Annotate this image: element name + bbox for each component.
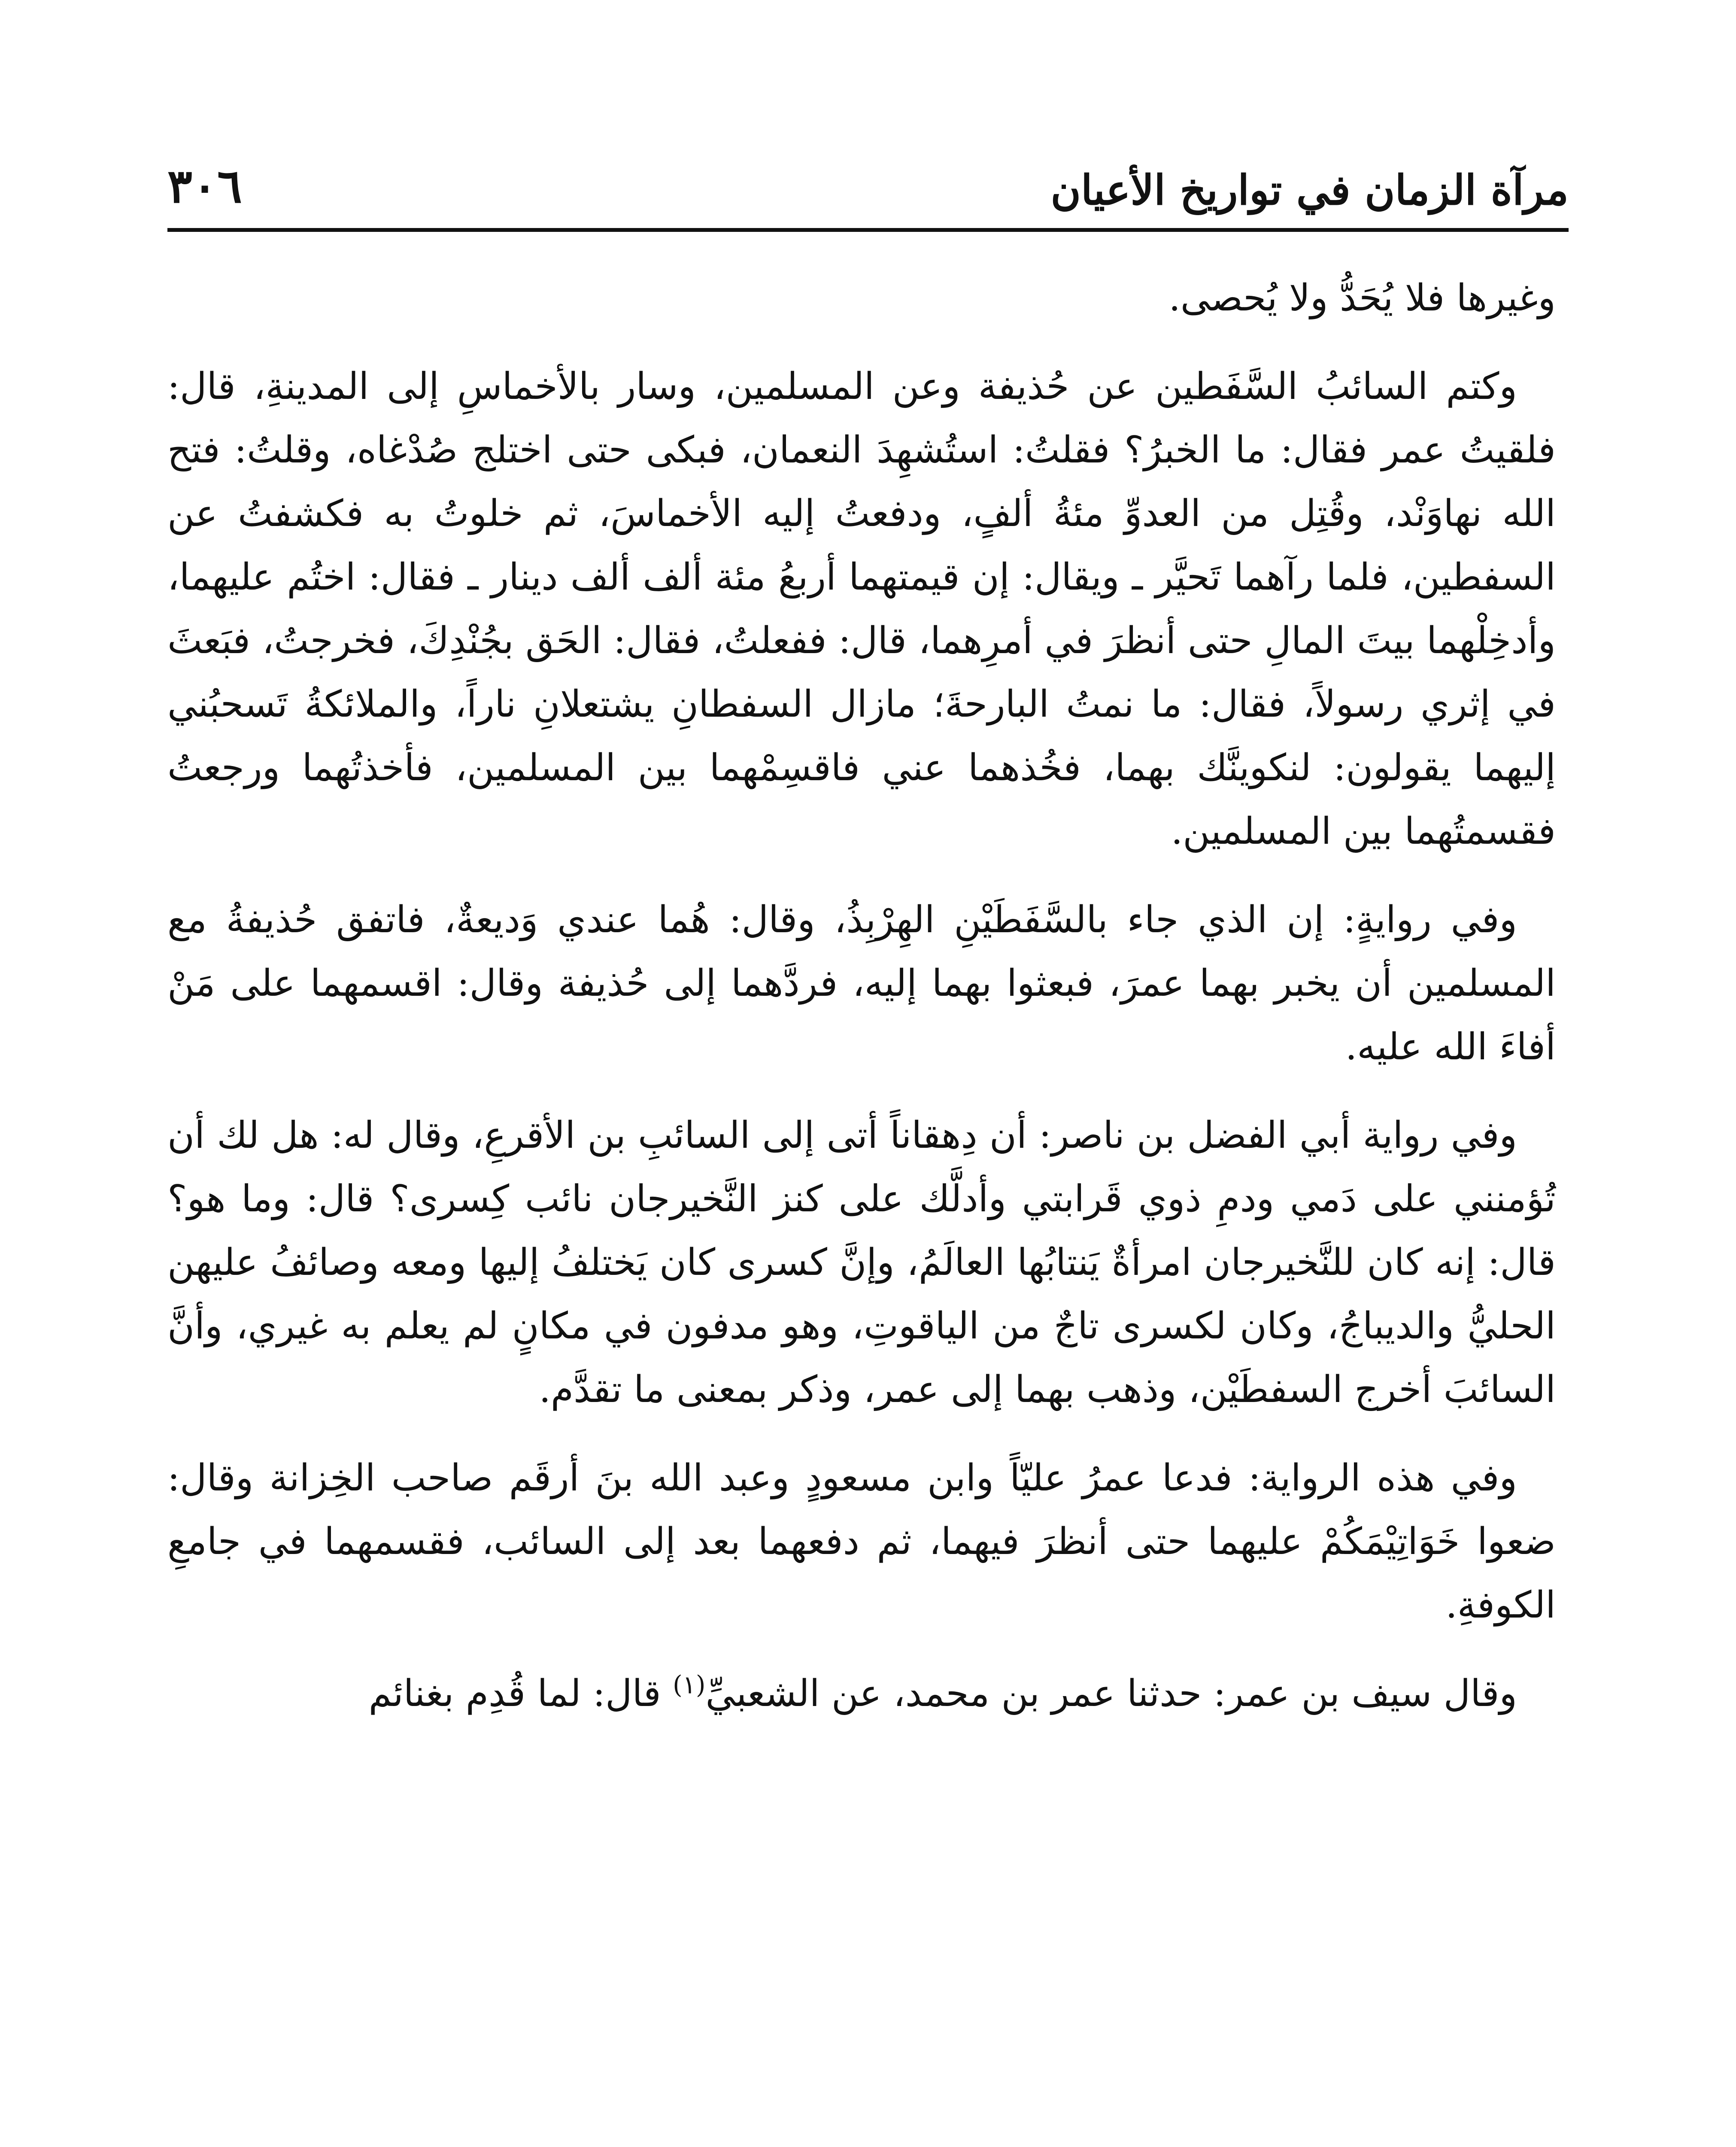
paragraph-6-start: وقال سيف بن عمر: حدثنا عمر بن محمد، عن الشعبيِّ: [705, 1672, 1517, 1715]
page-header: [167, 129, 1569, 232]
header-rule: [167, 228, 1569, 232]
running-title: مرآة الزمان في تواريخ الأعيان: [1050, 166, 1569, 214]
paragraph-4: وفي رواية أبي الفضل بن ناصر: أن دِهقاناً أتى إلى السائبِ بن الأقرعِ، وقال له: هل لك أن تُؤمنني على دَمي ودمِ ذوي قَرابتي وأدلَّك على كنز النَّخيرجان نائب كِسرى؟ قال: وما هو؟ قال: إنه كان للنَّخيرجان امرأةٌ يَنتابُها العالَمُ، وإنَّ كسرى كان يَختلفُ إليها ومعه وصائفُ عليهن الحليُّ والديباجُ، وكان لكسرى تاجٌ من الياقوتِ، وهو مدفون في مكانٍ لم يعلم به غيري، وأنَّ السائبَ أخرج السفطَيْن، وذهب بهما إلى عمر، وذكر بمعنى ما تقدَّم.: [167, 1114, 1556, 1411]
paragraph-6: [167, 1662, 1556, 1725]
main-text: [167, 266, 1556, 1750]
paragraph-3: وفي روايةٍ: إن الذي جاء بالسَّفَطَيْنِ الهِرْبِذُ، وقال: هُما عندي وَديعةٌ، فاتفق حُذيفةُ مع المسلمين أن يخبر بهما عمرَ، فبعثوا بهما إليه، فردَّهما إلى حُذيفة وقال: اقسمهما على مَنْ أفاءَ الله عليه.: [167, 898, 1556, 1068]
paragraph-5: وفي هذه الرواية: فدعا عمرُ عليّاً وابن مسعودٍ وعبد الله بنَ أرقَم صاحب الخِزانة وقال: ضعوا خَوَاتِيْمَكُمْ عليهما حتى أنظرَ فيهما، ثم دفعهما بعد إلى السائب، فقسمهما في جامعِ الكوفةِ.: [167, 1457, 1556, 1627]
paragraph-1: وغيرها فلا يُحَدُّ ولا يُحصى.: [1168, 277, 1556, 319]
page-number: ٣٠٦: [167, 159, 243, 213]
paragraph-2: وكتم السائبُ السَّفَطين عن حُذيفة وعن المسلمين، وسار بالأخماسِ إلى المدينةِ، قال: فلقيتُ عمر فقال: ما الخبرُ؟ فقلتُ: استُشهِدَ النعمان، فبكى حتى اختلج صُدْغاه، وقلتُ: فتح الله نهاوَنْد، وقُتِل من العدوِّ مئةُ ألفٍ، ودفعتُ إليه الأخماسَ، ثم خلوتُ به فكشفتُ عن السفطين، فلما رآهما تَحيَّر ـ ويقال: إن قيمتهما أربعُ مئة ألف ألف دينار ـ فقال: اختُم عليهما، وأدخِلْهما بيتَ المالِ حتى أنظرَ في أمرِهما، قال: ففعلتُ، فقال: الحَق بجُنْدِكَ، فخرجتُ، فبَعثَ في إثري رسولاً، فقال: ما نمتُ البارحةَ؛ مازال السفطانِ يشتعلانِ ناراً، والملائكةُ تَسحبُني إليهما يقولون: لنكوينَّك بهما، فخُذهما عني فاقسِمْهما بين المسلمين، فأخذتُهما ورجعتُ فقسمتُهما بين المسلمين.: [167, 365, 1556, 853]
footnote-reference: (١): [673, 1670, 706, 1700]
paragraph-6-end: قال: لما قُدِم بغنائم: [368, 1672, 673, 1715]
